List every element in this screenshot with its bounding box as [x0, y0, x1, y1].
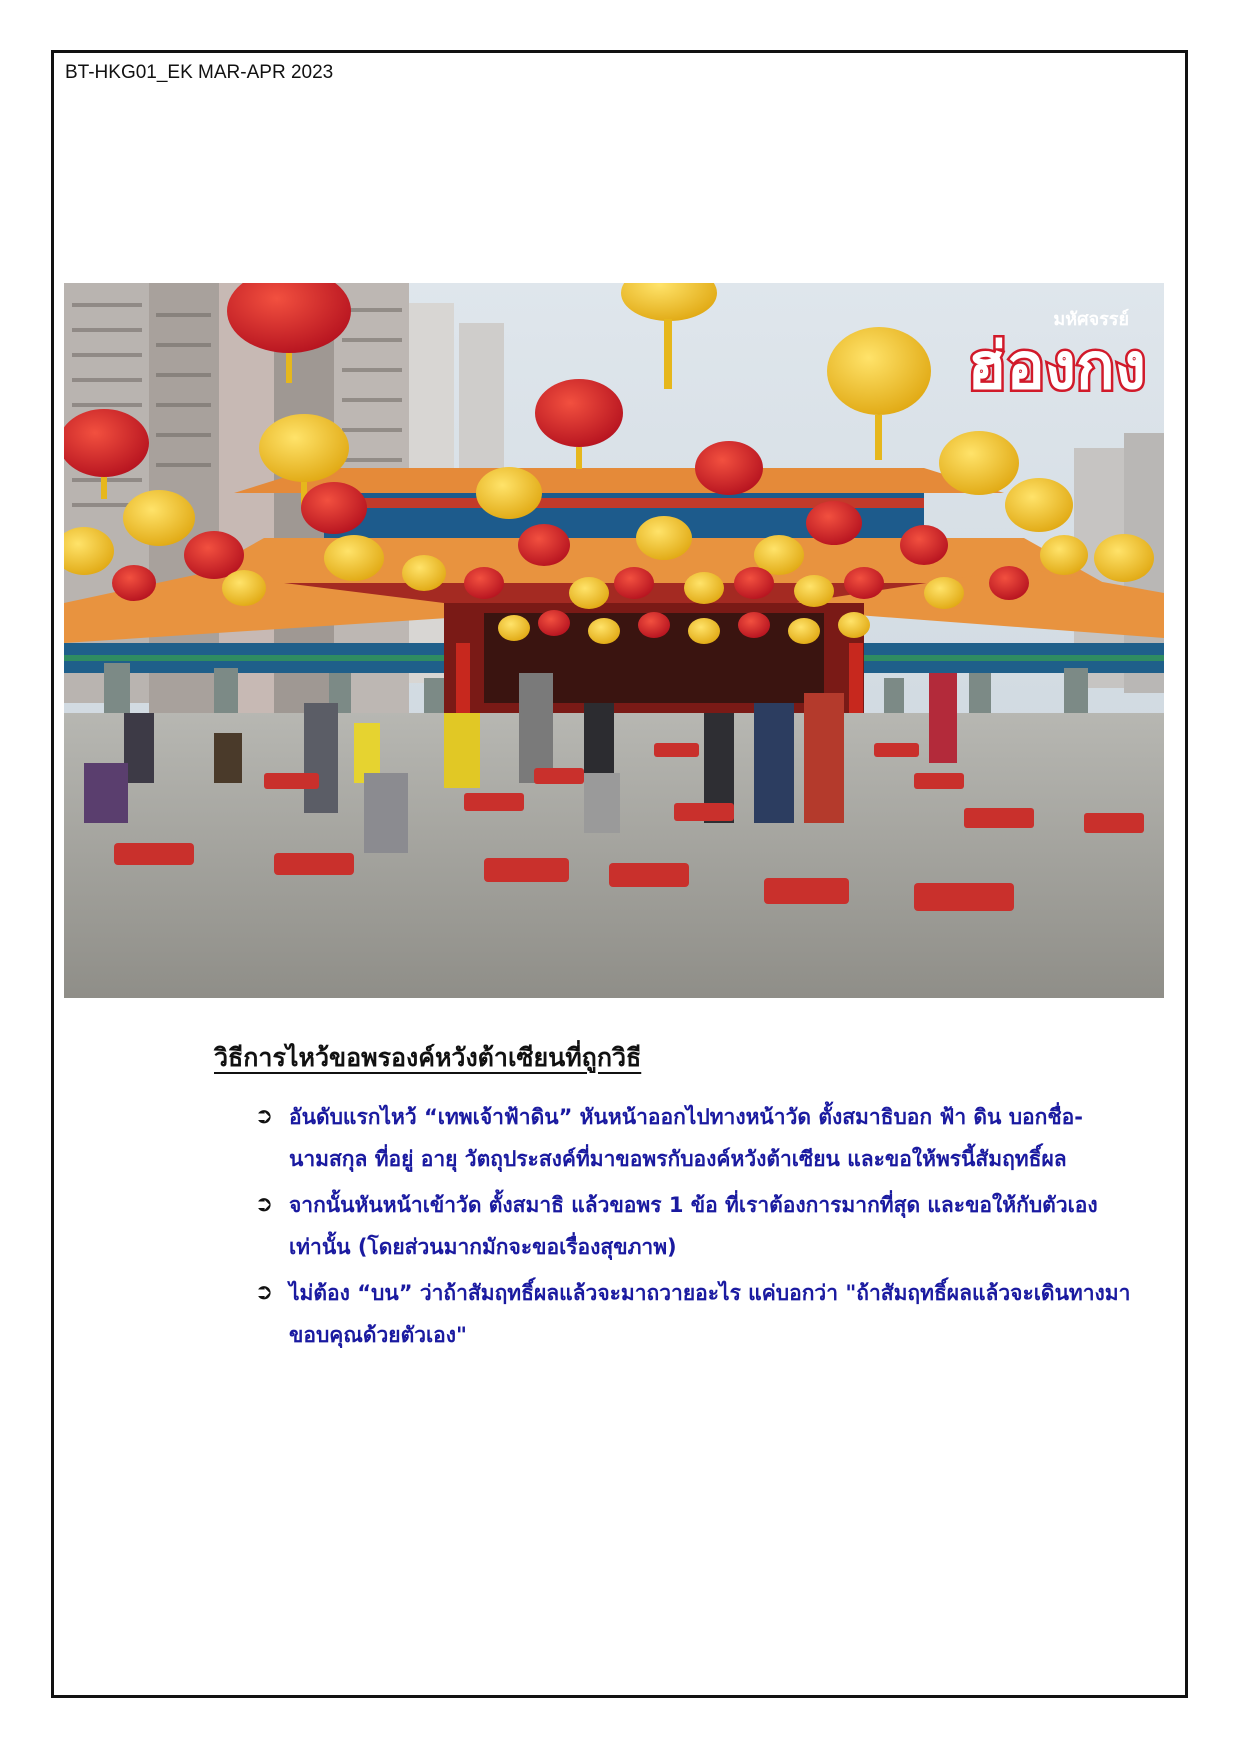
temple-illustration	[64, 283, 1164, 998]
guide-step-text: ไม่ต้อง “บน” ว่าถ้าสัมฤทธิ์ผลแล้วจะมาถวายอะไร แค่บอกว่า "ถ้าสัมฤทธิ์ผลแล้วจะเดินทางมาขอบคุณด้วยตัวเอง"	[289, 1281, 1131, 1347]
circle-arrow-icon: ➲	[254, 1104, 274, 1129]
guide-steps	[252, 1096, 1157, 1356]
brand-title: ฮ่องกง	[967, 330, 1146, 404]
document-code: BT-HKG01_EK MAR-APR 2023	[65, 62, 334, 83]
circle-arrow-icon: ➲	[254, 1192, 274, 1217]
guide-step-text: อันดับแรกไหว้ “เทพเจ้าฟ้าดิน” หันหน้าออกไปทางหน้าวัด ตั้งสมาธิบอก ฟ้า ดิน บอกชื่อ-นามสกุล ที่อยู่ อายุ วัตถุประสงค์ที่มาขอพรกับองค์หวังต้าเซียน และขอให้พรนี้สัมฤทธิ์ผล	[289, 1105, 1083, 1171]
temple-photo	[64, 283, 1164, 998]
brand-tagline: มหัศจรรย์	[1053, 309, 1129, 330]
circle-arrow-icon: ➲	[254, 1280, 274, 1305]
guide-step	[252, 1096, 1157, 1180]
guide-step-text: จากนั้นหันหน้าเข้าวัด ตั้งสมาธิ แล้วขอพร 1 ข้อ ที่เราต้องการมากที่สุด และขอให้กับตัวเองเท่านั้น (โดยส่วนมากมักจะขอเรื่องสุขภาพ)	[289, 1193, 1098, 1259]
guide-heading: วิธีการไหว้ขอพรองค์หวังต้าเซียนที่ถูกวิธี	[214, 1043, 642, 1072]
guide-step	[252, 1272, 1157, 1356]
guide-step	[252, 1184, 1157, 1268]
